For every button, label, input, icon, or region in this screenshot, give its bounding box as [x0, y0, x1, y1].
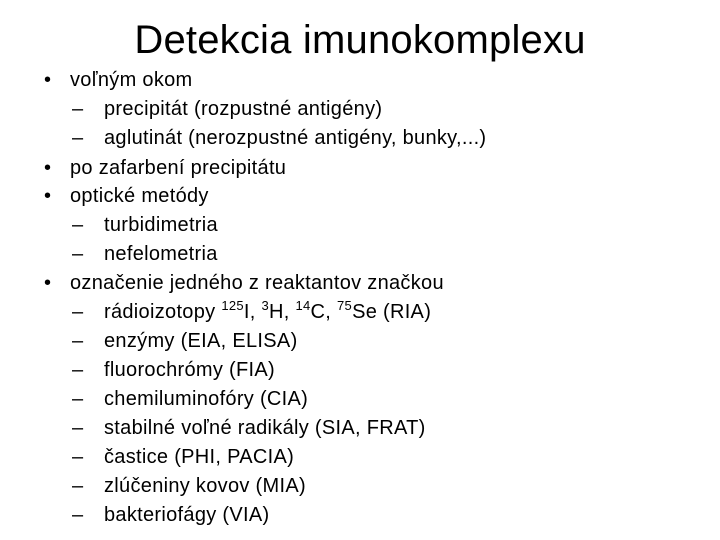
- sub-bullet-marker: –: [72, 243, 84, 265]
- isotope-mass-number: 3: [261, 298, 270, 313]
- sub-bullet-text: stabilné voľné radikály (SIA, FRAT): [104, 417, 426, 439]
- isotope-element: C,: [310, 301, 338, 323]
- bullet-text: optické metódy: [70, 185, 209, 207]
- sub-bullet-text: bakteriofágy (VIA): [104, 504, 270, 526]
- sub-bullet-text: fluorochrómy (FIA): [104, 359, 275, 381]
- bullet-marker: •: [44, 69, 52, 91]
- sub-bullet-text: častice (PHI, PACIA): [104, 446, 295, 468]
- bullet-marker: •: [44, 185, 52, 207]
- bullet-marker: •: [44, 157, 52, 179]
- isotope-element: Se (RIA): [352, 301, 432, 323]
- sub-bullet-marker: –: [72, 330, 84, 352]
- sub-bullet-marker: –: [72, 359, 84, 381]
- bullet-text: voľným okom: [70, 69, 193, 91]
- sub-bullet-marker: –: [72, 504, 84, 526]
- isotope-element: I,: [243, 301, 262, 323]
- sub-bullet-marker: –: [72, 214, 84, 236]
- isotope-mass-number: 125: [221, 298, 244, 313]
- bullet-marker: •: [44, 272, 52, 294]
- sub-bullet-text: nefelometria: [104, 243, 218, 265]
- sub-bullet-marker: –: [72, 475, 84, 497]
- sub-bullet-marker: –: [72, 388, 84, 410]
- sub-bullet-text: chemiluminofóry (CIA): [104, 388, 309, 410]
- sub-bullet-marker: –: [72, 301, 84, 323]
- sub-bullet-marker: –: [72, 127, 84, 149]
- isotope-element: H,: [269, 301, 296, 323]
- sub-bullet-text: precipitát (rozpustné antigény): [104, 98, 383, 120]
- bullet-text: po zafarbení precipitátu: [70, 157, 287, 179]
- sub-bullet-text: aglutinát (nerozpustné antigény, bunky,...): [104, 127, 487, 149]
- bullet-text: označenie jedného z reaktantov značkou: [70, 272, 444, 294]
- sub-bullet-text-isotopes: [104, 300, 431, 324]
- sub-bullet-marker: –: [72, 417, 84, 439]
- sub-bullet-text: turbidimetria: [104, 214, 218, 236]
- slide-title: Detekcia imunokomplexu: [134, 18, 586, 62]
- sub-bullet-marker: –: [72, 98, 84, 120]
- sub-bullet-text: zlúčeniny kovov (MIA): [104, 475, 306, 497]
- sub-bullet-text: enzýmy (EIA, ELISA): [104, 330, 298, 352]
- isotope-mass-number: 75: [337, 298, 353, 313]
- sub-bullet-marker: –: [72, 446, 84, 468]
- isotope-mass-number: 14: [295, 298, 311, 313]
- isotopes-prefix: rádioizotopy: [104, 301, 222, 323]
